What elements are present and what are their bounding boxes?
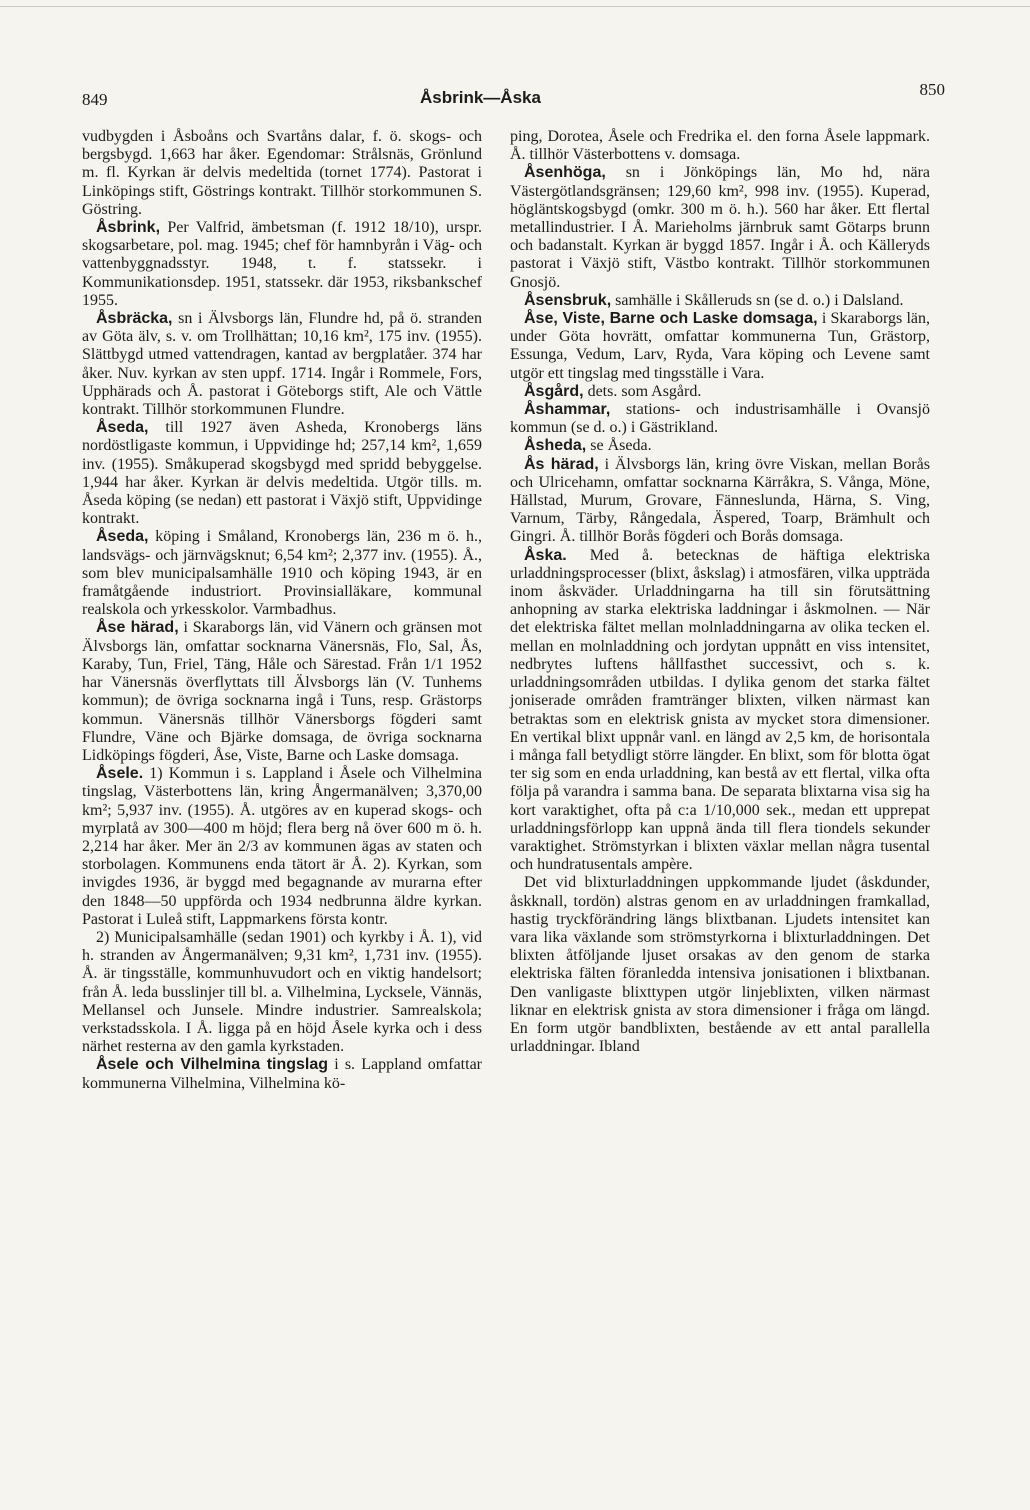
entry-text: se Åseda. bbox=[590, 437, 652, 455]
entry-text: dets. som Asgård. bbox=[587, 382, 702, 400]
entry-paragraph bbox=[82, 619, 482, 765]
entry-headword: Åsgård, bbox=[524, 382, 584, 400]
entry-text: i Skaraborgs län, vid Vänern och gränsen mot Älvsborgs län, omfattar socknarna Vänersnäs, Flo, Sal, Ås, Karaby, Tun, Friel, Täng, Håle och Särestad. Från 1/1 1952 har Vänersnäs överflyttats till Älvsborgs län (V. Tunhems kommun); de övriga socknarna ingå i Tuns, resp. Grästorps kommun. Vänersnäs tillhör Vänersborgs fögderi samt Flundre, Väne och Bjärke domsaga, de övriga socknarna Lidköpings fögderi, Åse, Viste, Barne och Laske domsaga. bbox=[82, 619, 483, 764]
entry-text: i s. Lappland omfattar kommunerna Vilhelmina, Vilhelmina kö- bbox=[82, 1056, 483, 1092]
entry-paragraph bbox=[510, 310, 930, 383]
entry-text: samhälle i Skålleruds sn (se d. o.) i Dalsland. bbox=[615, 291, 904, 309]
entry-headword: Åse, Viste, Barne och Laske domsaga, bbox=[524, 310, 818, 328]
page-number-left: 849 bbox=[82, 90, 108, 109]
entry-headword: Åska. bbox=[524, 546, 567, 564]
entry-headword: Åsheda, bbox=[524, 437, 587, 455]
left-column bbox=[82, 128, 482, 1093]
entry-paragraph bbox=[82, 419, 482, 528]
entry-paragraph bbox=[82, 1056, 482, 1092]
entry-paragraph bbox=[82, 310, 482, 419]
entry-paragraph bbox=[82, 528, 482, 619]
running-title: Åsbrink—Åska bbox=[420, 88, 541, 107]
entry-text: Det vid blixturladdningen uppkommande ljudet (åskdunder, åskknall, tordön) alstras genom en av urladdningen framkallad, hastig tryckförändring längs blixtbanan. Ljudets intensitet kan vara lika växlande som strömstyrkorna i blixturladdningen. Det blixten åtföljande ljuset orsakas av den genom de starka elektriska fälten föranledda intensiva jonisationen i blixtbanan. Den vanligaste blixttypen utgör linjeblixten, vilken närmast liknar en elektrisk gnista av stora dimensioner i fråga om längd. En form utgör bandblixten, bestående av ett antal parallella urladdningar. Ibland bbox=[510, 874, 930, 1056]
entry-paragraph bbox=[510, 456, 930, 547]
entry-headword: Åse härad, bbox=[96, 619, 179, 637]
entry-text: vudbygden i Åsboåns och Svartåns dalar, f. ö. skogs- och bergsbygd. 1,663 har åker. Egendomar: Strålsnäs, Grönlund m. fl. Kyrkan är delvis medeltida (tornet 1774). Pastorat i Linköpings stift, Göstrings kontrakt. Tillhör storkommunen S. Göstring. bbox=[82, 128, 482, 218]
entry-text: sn i Älvsborgs län, Flundre hd, på ö. stranden av Göta älv, s. v. om Trollhättan; 10,16 km², 175 inv. (1955). Slättbygd utmed vattendragen, kantad av bergplatåer. 374 har åker. Nuv. kyrkan av sten uppf. 1714. Ingår i Rommele, Fors, Upphärads och Å. pastorat i Göteborgs stift, Ale och Vättle kontrakt. Tillhör storkommunen Flundre. bbox=[82, 310, 482, 419]
entry-paragraph bbox=[510, 874, 930, 1056]
entry-headword: Ås härad, bbox=[524, 455, 599, 473]
entry-paragraph bbox=[510, 437, 930, 455]
entry-text: till 1927 även Asheda, Kronobergs läns nordöstligaste kommun, i Uppvidinge hd; 257,14 km², 1,659 inv. (1955). Småkuperad skogsbygd med spridd bebyggelse. 1,944 har åker. Kyrkan är delvis medeltida. Utgör tills. m. Åseda köping (se nedan) ett pastorat i Växjö stift, Uppvidinge kontrakt. bbox=[82, 419, 483, 528]
entry-text: i Skaraborgs län, under Göta hovrätt, omfattar kommunerna Tun, Grästorp, Essunga, Vedum, Larv, Ryda, Vara köping och Levene samt utgör ett tingslag med tingsställe i Vara. bbox=[510, 310, 931, 382]
scan-edge-line bbox=[0, 6, 1030, 7]
entry-paragraph bbox=[510, 547, 930, 875]
entry-text: sn i Jönköpings län, Mo hd, nära Västergötlandsgränsen; 129,60 km², 998 inv. (1955). Kuperad, högläntskogsbygd (omkr. 300 m ö. h.). 560 har åker. Ett flertal metallindustrier. I Å. Marieholms järnbruk samt Götarps brunn och badanstalt. Kyrkan är byggd 1857. Ingår i Å. och Källeryds pastorat i Växjö stift, Västbo kontrakt. Tillhör storkommunen Gnosjö. bbox=[510, 164, 931, 291]
right-column bbox=[510, 128, 930, 1056]
entry-paragraph bbox=[510, 164, 930, 291]
entry-text: stations- och industrisamhälle i Ovansjö kommun (se d. o.) i Gästrikland. bbox=[510, 401, 930, 437]
entry-text: ping, Dorotea, Åsele och Fredrika el. den forna Åsele lappmark. Å. tillhör Västerbottens v. domsaga. bbox=[510, 128, 930, 164]
entry-headword: Åshammar, bbox=[524, 401, 611, 419]
entry-paragraph bbox=[82, 219, 482, 310]
entry-text: 2) Municipalsamhälle (sedan 1901) och kyrkby i Å. 1), vid h. stranden av Ångermanälven; 9,31 km², 1,731 inv. (1955). Å. är tingsställe, kommunhuvudort och en viktig handelsort; från Å. leda busslinjer till bl. a. Vilhelmina, Lycksele, Vännäs, Mellansel och Junsele. Mindre industrier. Samrealskola; verkstadsskola. I Å. ligga på en höjd Åsele kyrka och i dess närhet resterna av den gamla kyrkstaden. bbox=[82, 928, 482, 1056]
entry-paragraph bbox=[510, 292, 930, 310]
entry-headword: Åseda, bbox=[96, 528, 149, 546]
entry-headword: Åsbräcka, bbox=[96, 310, 173, 328]
entry-headword: Åsbrink, bbox=[96, 219, 161, 237]
entry-paragraph bbox=[82, 128, 482, 219]
entry-text: i Älvsborgs län, kring övre Viskan, mellan Borås och Ulricehamn, omfattar socknarna Kärråkra, S. Vånga, Möne, Hällstad, Murum, Grovare, Fänneslunda, Härna, S. Ving, Varnum, Tärby, Rångedala, Äspered, Toarp, Brämhult och Gingri. Å. tillhör Borås fögderi och Borås domsaga. bbox=[510, 455, 930, 546]
entry-paragraph bbox=[82, 929, 482, 1056]
entry-text: Per Valfrid, ämbetsman (f. 1912 18/10), urspr. skogsarbetare, pol. mag. 1945; chef för hamnbyrån i Väg- och vattenbyggnadsstyr. 1948, t. f. statssekr. i Kommunikationsdep. 1951, statssekr. där 1953, riksbankschef 1955. bbox=[82, 219, 483, 309]
entry-paragraph bbox=[82, 765, 482, 929]
entry-text: Med å. betecknas de häftiga elektriska urladdningsprocesser (blixt, åskslag) i atmosfären, vilka uppträda inom åskväder. Urladdningarna ha till sin förutsättning anhopning av starka elektriska laddningar i åskmolnen. — När det elektriska fältet mellan molnladdningarna av olika tecken el. mellan en molnladdning och jordytan uppnått en viss intensitet, nedbrytes luftens hållfasthet successivt, och s. k. urladdningsområden utbildas. I dylika genom det starka fältet joniserade områden framtränger blixten, vilken närmast kan betraktas som en elektrisk gnista av mycket stora dimensioner. En vertikal blixt uppnår vanl. en längd av 2,5 km, de horisontala i många fall betydligt större längder. En blixt, som för blotta ögat ter sig som en enda urladdning, kan bestå av ett flertal, vilka ofta följa på varandra i samma bana. De separata blixtarna visa sig ha kort varaktighet, ofta på c:a 1/10,000 sek., medan ett upprepat urladdningsförlopp kan uppnå ända till flera tiondels sekunder varaktighet. Strömstyrkan i blixten växlar mellan några tusental och hundratusentals ampère. bbox=[510, 546, 930, 874]
entry-paragraph bbox=[510, 128, 930, 164]
entry-text: köping i Småland, Kronobergs län, 236 m ö. h., landsvägs- och järnvägsknut; 6,54 km²; 2,377 inv. (1955). Å., som blev municipalsamhälle 1910 och köping 1943, är en framåtgående industriort. Provinsialläkare, kommunal realskola och yrkesskolor. Varmbadhus. bbox=[82, 528, 483, 619]
page-number-right: 850 bbox=[919, 80, 945, 99]
entry-text: 1) Kommun i s. Lappland i Åsele och Vilhelmina tingslag, Västerbottens län, kring Ångermanälven; 3,370,00 km²; 5,937 inv. (1955). Å. utgöres av en kuperad skogs- och myrplatå av 300—400 m höjd; flera berg nå över 600 m ö. h. 2,214 har åker. Mer än 2/3 av kommunen ägas av staten och storbolagen. Kommunens enda tätort är Å. 2). Kyrkan, som invigdes 1936, är byggd med begagnande av murarna efter den 1848—50 uppförda och 1934 nedbrunna äldre kyrkan. Pastorat i Luleå stift, Lappmarkens första kontr. bbox=[82, 765, 483, 928]
entry-paragraph bbox=[510, 401, 930, 437]
entry-headword: Åsele och Vilhelmina tingslag bbox=[96, 1056, 329, 1074]
entry-headword: Åsenhöga, bbox=[524, 164, 606, 182]
entry-paragraph bbox=[510, 383, 930, 401]
entry-headword: Åsensbruk, bbox=[524, 291, 612, 309]
entry-headword: Åseda, bbox=[96, 419, 149, 437]
entry-headword: Åsele. bbox=[96, 765, 144, 783]
